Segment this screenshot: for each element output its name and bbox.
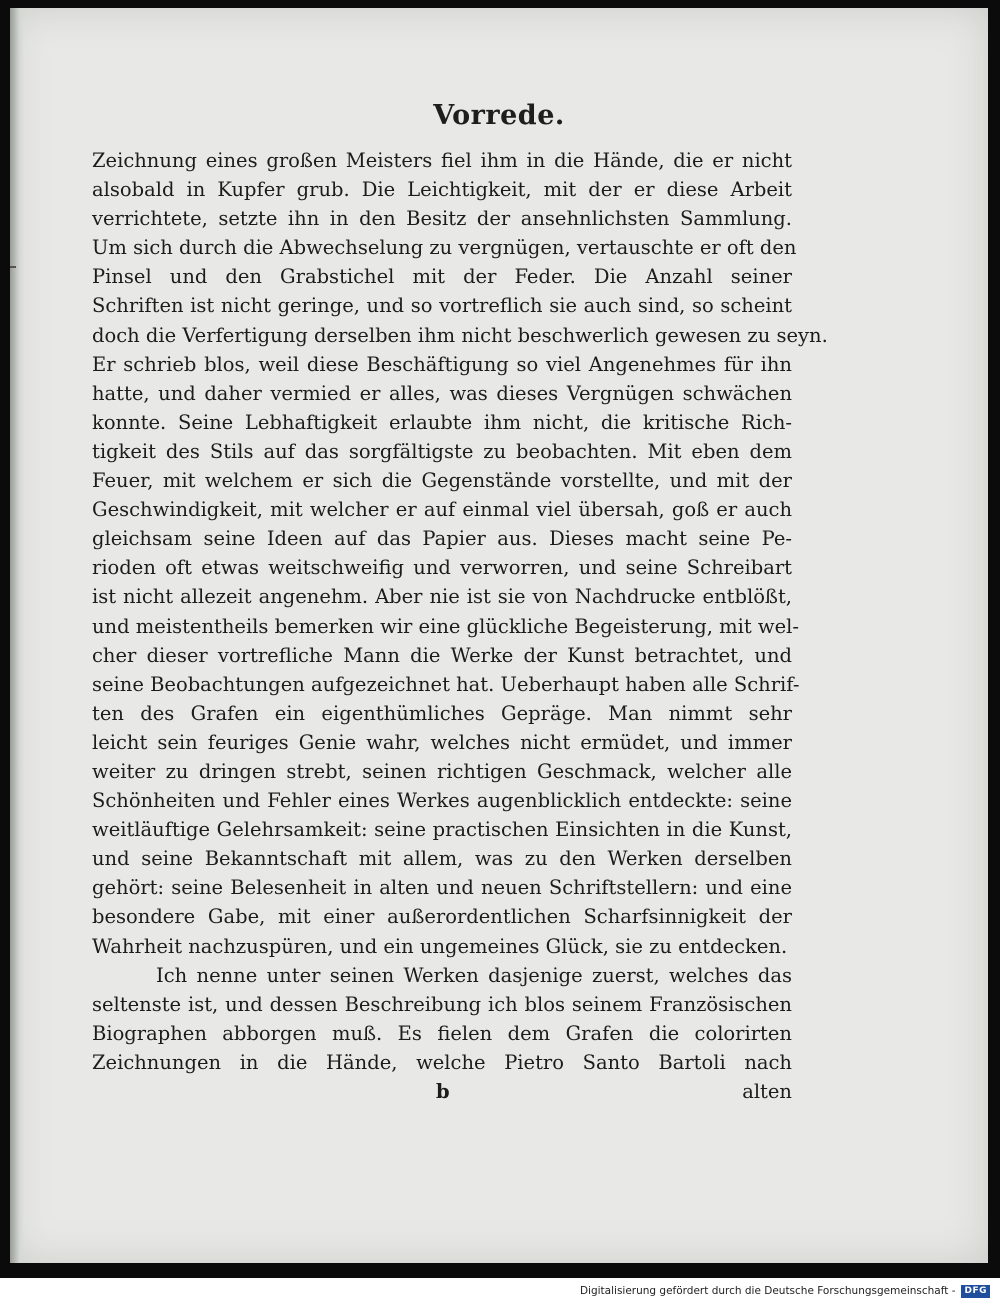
text-line: doch die Verfertigung derselben ihm nicht beschwerlich gewesen zu seyn. (92, 323, 828, 347)
text-line: Zeichnung eines großen Meisters fiel ihm in die Hände, die er nicht (92, 149, 792, 172)
dfg-logo: DFG (961, 1285, 990, 1298)
text-line: seine Beobachtungen aufgezeichnet hat. Ueberhaupt haben alle Schrif- (92, 672, 800, 696)
text-line: ten des Grafen ein eigenthümliches Gepräge. Man nimmt sehr (92, 701, 792, 725)
text-line: rioden oft etwas weitschweifig und verworren, und seine Schreibart (92, 556, 792, 580)
text-line: cher dieser vortrefliche Mann die Werke der Kunst betrachtet, und (92, 643, 792, 667)
text-line: hatte, und daher vermied er alles, was dieses Vergnügen schwächen (92, 381, 792, 405)
signature-mark: b (436, 1080, 450, 1103)
book-page (10, 8, 988, 1263)
text-line: und meistentheils bemerken wir eine glückliche Begeisterung, mit wel- (92, 614, 799, 638)
text-line: Biographen abborgen muß. Es fielen dem Grafen die colorirten (92, 1021, 792, 1045)
text-line: Feuer, mit welchem er sich die Gegenstände vorstellte, und mit der (92, 469, 792, 493)
text-line: gehört: seine Belesenheit in alten und neuen Schriftstellern: und eine (92, 876, 792, 900)
margin-mark (10, 266, 16, 268)
page-foot (92, 1080, 792, 1110)
credit-text: Digitalisierung gefördert durch die Deutsche Forschungsgemeinschaft - (579, 1285, 956, 1297)
text-line: Ich nenne unter seinen Werken dasjenige zuerst, welches das (156, 963, 792, 987)
text-line: und seine Bekanntschaft mit allem, was zu den Werken derselben (92, 847, 792, 871)
text-line: seltenste ist, und dessen Beschreibung ich blos seinem Französischen (92, 992, 792, 1016)
text-line: Schönheiten und Fehler eines Werkes augenblicklich entdeckte: seine (92, 789, 792, 813)
text-line: Um sich durch die Abwechselung zu vergnügen, vertauschte er oft den (92, 236, 797, 260)
catchword: alten (742, 1080, 792, 1103)
text-line: tigkeit des Stils auf das sorgfältigste zu beobachten. Mit eben dem (92, 439, 792, 463)
text-line: gleichsam seine Ideen auf das Papier aus. Dieses macht seine Pe- (92, 527, 792, 551)
text-line: Wahrheit nachzuspüren, und ein ungemeines Glück, sie zu entdecken. (92, 934, 788, 958)
text-line: ist nicht allezeit angenehm. Aber nie ist sie von Nachdrucke entblößt, (92, 585, 792, 609)
text-line: Schriften ist nicht geringe, und so vortreflich sie auch sind, so scheint (92, 294, 792, 318)
text-line: konnte. Seine Lebhaftigkeit erlaubte ihm nicht, die kritische Rich- (92, 410, 792, 434)
body-text (92, 146, 828, 1077)
text-line: weitläuftige Gelehrsamkeit: seine practischen Einsichten in die Kunst, (92, 818, 792, 842)
text-line: Zeichnungen in die Hände, welche Pietro Santo Bartoli nach (92, 1050, 792, 1074)
running-head: Vorrede. (433, 100, 565, 131)
text-line: Pinsel und den Grabstichel mit der Feder. Die Anzahl seiner (92, 265, 792, 289)
text-line: besondere Gabe, mit einer außerordentlichen Scharfsinnigkeit der (92, 905, 792, 929)
text-line: alsobald in Kupfer grub. Die Leichtigkeit, mit der er diese Arbeit (92, 178, 792, 202)
text-line: Er schrieb blos, weil diese Beschäftigung so viel Angenehmes für ihn (92, 352, 792, 376)
digitization-credit (580, 1284, 990, 1298)
text-line: weiter zu dringen strebt, seinen richtigen Geschmack, welcher alle (92, 759, 792, 783)
text-line: verrichtete, setzte ihn in den Besitz der ansehnlichsten Sammlung. (92, 207, 792, 231)
page-gutter-shadow (10, 8, 24, 1263)
text-line: Geschwindigkeit, mit welcher er auf einmal viel übersah, goß er auch (92, 498, 792, 522)
text-line: leicht sein feuriges Genie wahr, welches nicht ermüdet, und immer (92, 730, 792, 754)
